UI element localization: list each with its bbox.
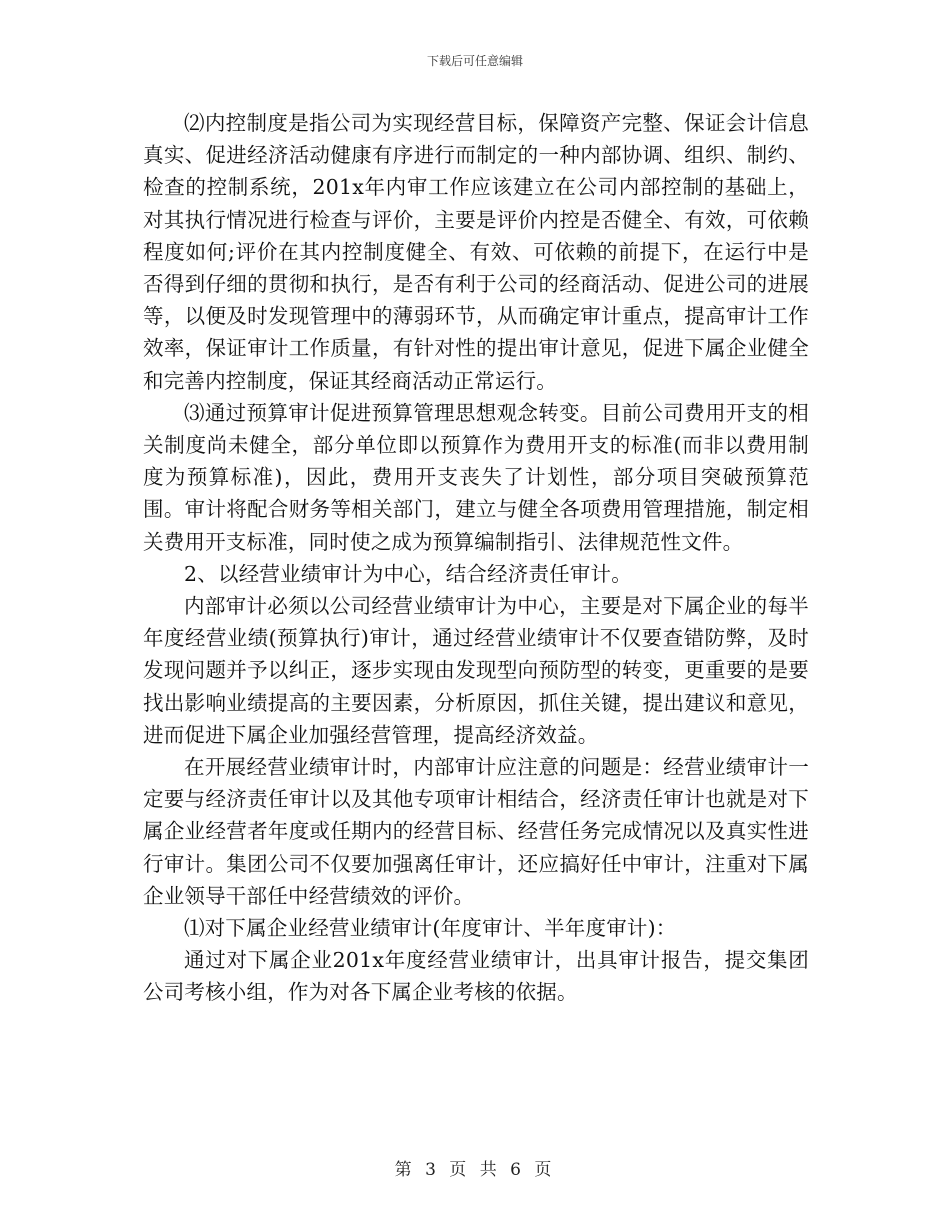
total-page-count: 6 [510, 1160, 525, 1180]
footer-prefix: 第 [394, 1160, 416, 1180]
page-footer [0, 1155, 950, 1180]
footer-page-unit: 页 [449, 1160, 471, 1180]
paragraph-performance-audit-center: 内部审计必须以公司经营业绩审计为中心，主要是对下属企业的每半年度经营业绩(预算执行)审计，通过经营业绩审计不仅要查错防弊，及时发现问题并予以纠正，逐步实现由发现型向预防型的转变，更重要的是要找出影响业绩提高的主要因素，分析原因，抓住关键，提出建议和意见，进而促进下属企业加强经营管理，提高经济效益。 [143, 594, 809, 747]
section-heading-performance-audit: 2、以经营业绩审计为中心，结合经济责任审计。 [184, 561, 632, 586]
document-body [143, 107, 809, 1009]
paragraph-annual-audit-report: 通过对下属企业201x年度经营业绩审计，出具审计报告，提交集团公司考核小组，作为对各下属企业考核的依据。 [143, 948, 809, 1005]
current-page-number: 3 [425, 1160, 440, 1180]
paragraph-internal-control: ⑵内控制度是指公司为实现经营目标，保障资产完整、保证会计信息真实、促进经济活动健康有序进行而制定的一种内部协调、组织、制约、检查的控制系统，201x年内审工作应该建立在公司内部控制的基础上，对其执行情况进行检查与评价，主要是评价内控是否健全、有效，可依赖程度如何;评价在其内控制度健全、有效、可依赖的前提下，在运行中是否得到仔细的贯彻和执行，是否有利于公司的经商活动、促进公司的进展等，以便及时发现管理中的薄弱环节，从而确定审计重点，提高审计工作效率，保证审计工作质量，有针对性的提出审计意见，促进下属企业健全和完善内控制度，保证其经商活动正常运行。 [143, 111, 809, 393]
subheading-subsidiary-audit: ⑴对下属企业经营业绩审计(年度审计、半年度审计)： [184, 916, 677, 941]
footer-total-unit: 页 [534, 1160, 556, 1180]
paragraph-performance-audit-issues: 在开展经营业绩审计时，内部审计应注意的问题是：经营业绩审计一定要与经济责任审计以及其他专项审计相结合，经济责任审计也就是对下属企业经营者年度或任期内的经营目标、经营任务完成情况以及真实性进行审计。集团公司不仅要加强离任审计，还应搞好任中审计，注重对下属企业领导干部任中经营绩效的评价。 [143, 755, 809, 908]
footer-total-prefix: 共 [479, 1160, 501, 1180]
paragraph-budget-audit: ⑶通过预算审计促进预算管理思想观念转变。目前公司费用开支的相关制度尚未健全，部分单位即以预算作为费用开支的标准(而非以费用制度为预算标准)，因此，费用开支丧失了计划性，部分项目突破预算范围。审计将配合财务等相关部门，建立与健全各项费用管理措施，制定相关费用开支标准，同时使之成为预算编制指引、法律规范性文件。 [143, 400, 809, 554]
page-header: 下载后可任意编辑 [426, 54, 523, 68]
